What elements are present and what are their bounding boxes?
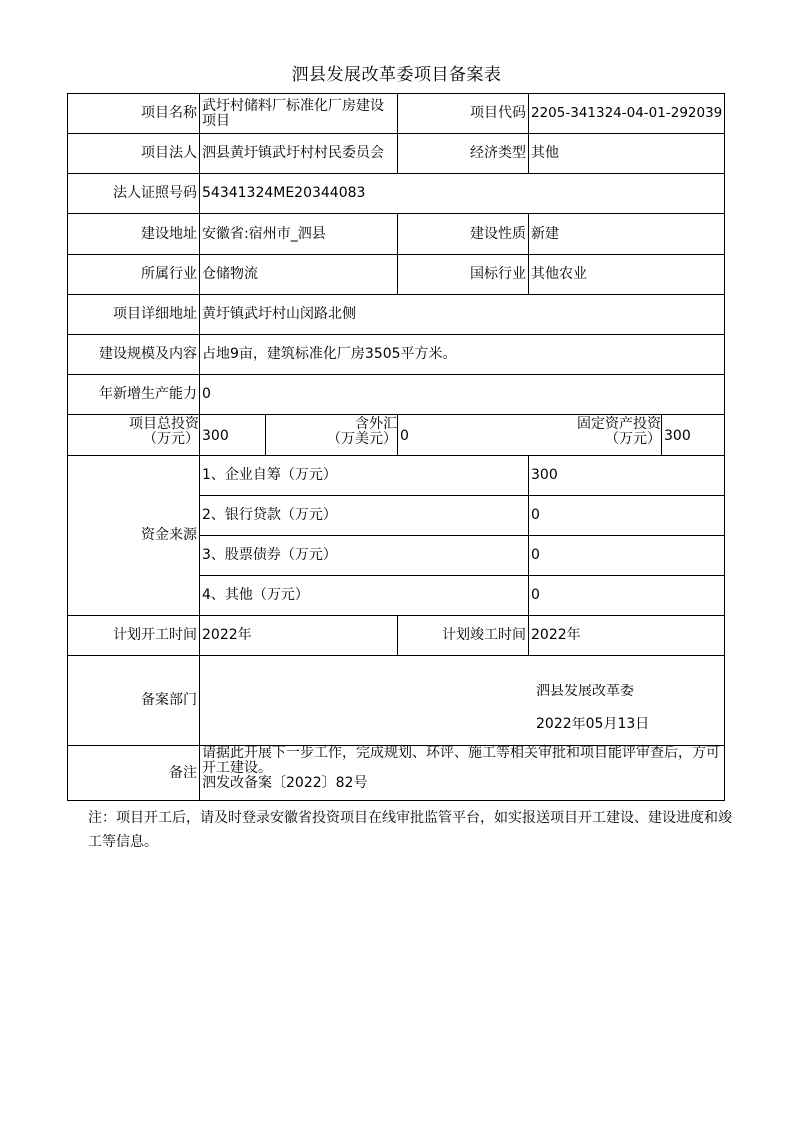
location-label: 建设地址	[141, 225, 197, 242]
fixed-invest-label	[529, 415, 661, 455]
page-title: 泗县发展改革委项目备案表	[291, 65, 502, 85]
economy-type-value: 其他	[531, 145, 559, 161]
project-code-value: 2205-341324-04-01-292039	[531, 105, 723, 121]
remark-doc-no: 泗发改备案〔2022〕82号	[202, 775, 368, 791]
scale-label: 建设规模及内容	[99, 346, 197, 362]
cert-no-value: 54341324ME20344083	[202, 185, 366, 201]
start-value: 2022年	[202, 627, 252, 643]
funding-label: 资金来源	[141, 527, 197, 543]
dept-name: 泗县发展改革委	[536, 684, 634, 699]
capacity-label: 年新增生产能力	[99, 386, 197, 402]
funding-item-label: 1、企业自筹（万元）	[202, 467, 337, 483]
industry-label: 所属行业	[141, 266, 197, 282]
funding-item-label: 2、银行贷款（万元）	[202, 507, 337, 523]
forex-label	[266, 415, 397, 455]
forex-value: 0	[400, 428, 409, 444]
nature-label: 建设性质	[470, 225, 526, 242]
total-invest-label-line2: （万元）	[143, 431, 199, 447]
cert-no-label: 法人证照号码	[113, 185, 197, 201]
location-value: 安徽省:宿州市_泗县	[202, 225, 326, 242]
nature-value: 新建	[531, 225, 559, 242]
footnote: 注：项目开工后，请及时登录安徽省投资项目在线审批监管平台，如实报送项目开工建设、建设进度和竣工等信息。	[88, 810, 732, 850]
economy-type-label: 经济类型	[470, 145, 526, 161]
legal-person-value: 泗县黄圩镇武圩村村民委员会	[202, 145, 384, 161]
forex-label-line1: 含外汇	[355, 416, 397, 432]
project-name-value: 武圩村储料厂标准化厂房建设项目	[202, 97, 384, 129]
legal-person-label: 项目法人	[141, 145, 197, 161]
funding-item-value: 0	[531, 547, 540, 563]
remark-content	[202, 746, 722, 791]
project-name-label: 项目名称	[141, 105, 197, 121]
funding-item-value: 0	[531, 507, 540, 523]
address-label: 项目详细地址	[113, 306, 197, 322]
funding-item-label: 3、股票债券（万元）	[202, 547, 337, 563]
funding-item-value: 300	[531, 467, 558, 483]
finish-value: 2022年	[531, 627, 581, 643]
finish-label: 计划竣工时间	[442, 627, 526, 643]
fixed-invest-label-line1: 固定资产投资	[577, 416, 661, 432]
funding-item-value: 0	[531, 587, 540, 603]
project-code-label: 项目代码	[470, 105, 526, 121]
capacity-value: 0	[202, 386, 211, 402]
remark-label: 备注	[169, 764, 197, 781]
dept-label: 备案部门	[141, 692, 197, 708]
total-invest-value: 300	[202, 428, 229, 444]
forex-label-line2: （万美元）	[327, 431, 397, 447]
scale-value: 占地9亩，建筑标准化厂房3505平方米。	[202, 346, 457, 362]
fixed-invest-label-line2: （万元）	[605, 431, 661, 447]
gb-industry-value: 其他农业	[531, 266, 587, 282]
gb-industry-label: 国标行业	[470, 266, 526, 282]
total-invest-label	[68, 415, 199, 455]
fixed-invest-value: 300	[664, 428, 691, 444]
address-value: 黄圩镇武圩村山闵路北侧	[202, 306, 356, 322]
start-label: 计划开工时间	[113, 627, 197, 643]
dept-date: 2022年05月13日	[536, 717, 650, 732]
remark-text: 请据此开展下一步工作，完成规划、环评、施工等相关审批和项目能评审查后，方可开工建设。	[202, 745, 720, 776]
total-invest-label-line1: 项目总投资	[129, 416, 199, 432]
funding-item-label: 4、其他（万元）	[202, 587, 309, 603]
industry-value: 仓储物流	[202, 266, 258, 282]
